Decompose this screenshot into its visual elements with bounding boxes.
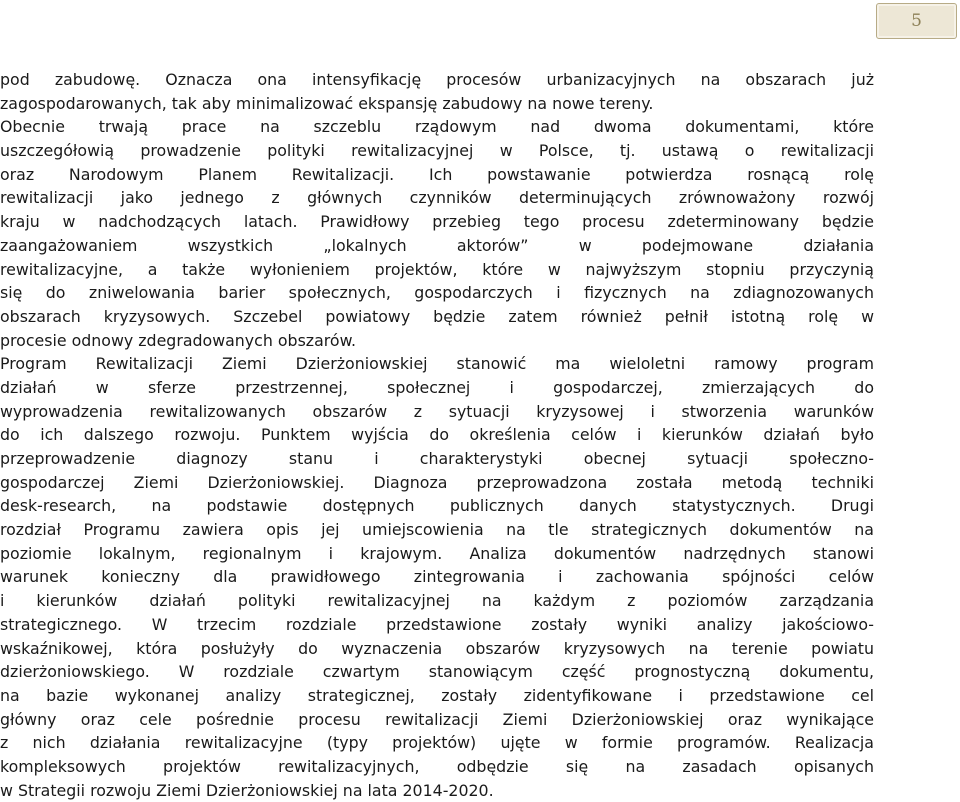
text-line: główny oraz cele pośrednie procesu rewitalizacji Ziemi Dzierżoniowskiej oraz wynikające bbox=[0, 709, 874, 729]
text-line: na bazie wykonanej analizy strategicznej, zostały zidentyfikowane i przedstawione cel bbox=[0, 685, 874, 705]
text-line: pod zabudowę. Oznacza ona intensyfikację procesów urbanizacyjnych na obszarach już bbox=[0, 70, 874, 89]
page-number-badge bbox=[876, 3, 957, 39]
text-line: Program Rewitalizacji Ziemi Dzierżoniowskiej stanowić ma wieloletni ramowy program bbox=[0, 354, 874, 374]
text-line: wskaźnikowej, która posłużyły do wyznaczenia obszarów kryzysowych na terenie powiatu bbox=[0, 638, 874, 658]
text-line: się do zniwelowania barier społecznych, gospodarczych i fizycznych na zdiagnozowanych bbox=[0, 283, 874, 303]
text-line: kompleksowych projektów rewitalizacyjnych, odbędzie się na zasadach opisanych bbox=[0, 756, 874, 776]
text-line: obszarach kryzysowych. Szczebel powiatowy będzie zatem również pełnił istotną rolę w bbox=[0, 306, 874, 326]
text-line: z nich działania rewitalizacyjne (typy projektów) ujęte w formie programów. Realizacja bbox=[0, 733, 874, 753]
text-line: rozdział Programu zawiera opis jej umiejscowienia na tle strategicznych dokumentów na bbox=[0, 520, 874, 540]
text-line: uszczegółowią prowadzenie polityki rewitalizacyjnej w Polsce, tj. ustawą o rewitalizacji bbox=[0, 141, 874, 161]
text-line: i kierunków działań polityki rewitalizacyjnej na każdym z poziomów zarządzania bbox=[0, 591, 874, 611]
text-line: Obecnie trwają prace na szczeblu rządowym nad dwoma dokumentami, które bbox=[0, 117, 874, 137]
text-line: zagospodarowanych, tak aby minimalizować ekspansję zabudowy na nowe tereny. bbox=[0, 93, 654, 113]
text-line: oraz Narodowym Planem Rewitalizacji. Ich powstawanie potwierdza rosnącą rolę bbox=[0, 164, 874, 184]
text-line: zaangażowaniem wszystkich „lokalnych aktorów” w podejmowane działania bbox=[0, 235, 874, 255]
text-line: gospodarczej Ziemi Dzierżoniowskiej. Diagnoza przeprowadzona została metodą techniki bbox=[0, 472, 874, 492]
text-line: do ich dalszego rozwoju. Punktem wyjścia do określenia celów i kierunków działań było bbox=[0, 425, 874, 445]
text-line: rewitalizacyjne, a także wyłonieniem projektów, które w najwyższym stopniu przyczynią bbox=[0, 259, 874, 279]
text-line: poziomie lokalnym, regionalnym i krajowym. Analiza dokumentów nadrzędnych stanowi bbox=[0, 543, 874, 563]
text-line: desk-research, na podstawie dostępnych publicznych danych statystycznych. Drugi bbox=[0, 496, 874, 516]
text-line: przeprowadzenie diagnozy stanu i charakterystyki obecnej sytuacji społeczno- bbox=[0, 449, 874, 468]
text-line: procesie odnowy zdegradowanych obszarów. bbox=[0, 330, 357, 350]
text-line: kraju w nadchodzących latach. Prawidłowy przebieg tego procesu zdeterminowany będzie bbox=[0, 212, 874, 232]
text-line: dzierżoniowskiego. W rozdziale czwartym stanowiącym część prognostyczną dokumentu, bbox=[0, 662, 874, 682]
text-line: strategicznego. W trzecim rozdziale przedstawione zostały wyniki analizy jakościowo- bbox=[0, 614, 874, 634]
body-text bbox=[0, 68, 874, 802]
page-number: 5 bbox=[911, 11, 922, 31]
text-line: wyprowadzenia rewitalizowanych obszarów z sytuacji kryzysowej i stworzenia warunków bbox=[0, 401, 874, 421]
text-line: warunek konieczny dla prawidłowego zintegrowania i zachowania spójności celów bbox=[0, 567, 874, 587]
text-line: w Strategii rozwoju Ziemi Dzierżoniowskiej na lata 2014-2020. bbox=[0, 780, 494, 800]
text-line: rewitalizacji jako jednego z głównych czynników determinujących zrównoważony rozwój bbox=[0, 188, 874, 208]
text-line: działań w sferze przestrzennej, społecznej i gospodarczej, zmierzających do bbox=[0, 377, 874, 397]
